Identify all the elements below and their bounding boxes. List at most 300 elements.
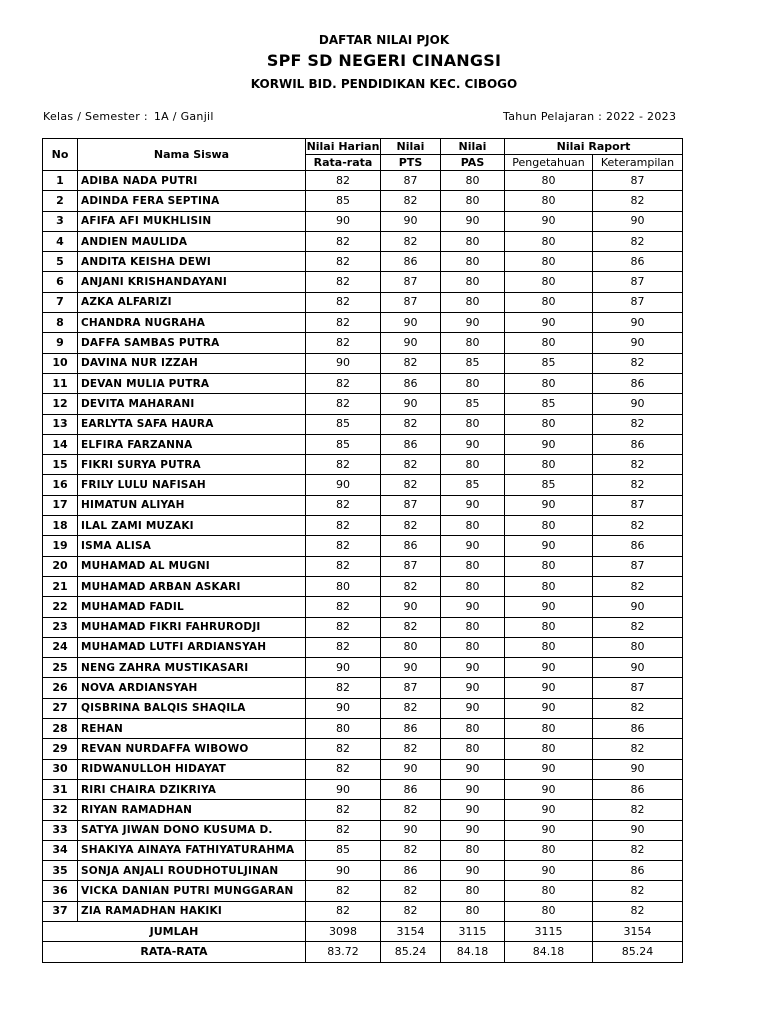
student-keterampilan: 80: [593, 637, 683, 657]
average-pengetahuan: 84.18: [505, 942, 593, 962]
student-pengetahuan: 80: [505, 901, 593, 921]
student-harian: 82: [306, 252, 381, 272]
student-no: 21: [43, 576, 78, 596]
table-row: [43, 576, 683, 596]
class-semester-value: 1A / Ganjil: [153, 110, 214, 123]
table-row: [43, 333, 683, 353]
student-pengetahuan: 80: [505, 171, 593, 191]
student-pas: 80: [441, 881, 505, 901]
student-no: 5: [43, 252, 78, 272]
student-pts: 86: [381, 434, 441, 454]
student-harian: 82: [306, 597, 381, 617]
student-no: 2: [43, 191, 78, 211]
student-no: 12: [43, 394, 78, 414]
student-pas: 90: [441, 698, 505, 718]
student-name: NENG ZAHRA MUSTIKASARI: [78, 658, 306, 678]
student-pts: 82: [381, 881, 441, 901]
student-harian: 82: [306, 171, 381, 191]
student-no: 31: [43, 779, 78, 799]
table-row: [43, 597, 683, 617]
student-pas: 80: [441, 556, 505, 576]
student-no: 14: [43, 434, 78, 454]
student-pas: 80: [441, 637, 505, 657]
total-pts: 3154: [381, 921, 441, 941]
col-harian-header-bottom: Rata-rata: [306, 155, 381, 171]
student-pas: 85: [441, 353, 505, 373]
student-name: VICKA DANIAN PUTRI MUNGGARAN: [78, 881, 306, 901]
student-pts: 82: [381, 698, 441, 718]
student-pts: 87: [381, 171, 441, 191]
student-keterampilan: 90: [593, 211, 683, 231]
student-keterampilan: 90: [593, 759, 683, 779]
student-pts: 82: [381, 475, 441, 495]
table-row: [43, 475, 683, 495]
student-pts: 87: [381, 495, 441, 515]
student-no: 8: [43, 313, 78, 333]
student-keterampilan: 86: [593, 719, 683, 739]
total-pengetahuan: 3115: [505, 921, 593, 941]
student-keterampilan: 82: [593, 353, 683, 373]
student-pts: 80: [381, 637, 441, 657]
student-name: MUHAMAD ARBAN ASKARI: [78, 576, 306, 596]
student-keterampilan: 82: [593, 739, 683, 759]
student-harian: 82: [306, 637, 381, 657]
student-keterampilan: 82: [593, 414, 683, 434]
student-name: RIYAN RAMADHAN: [78, 800, 306, 820]
student-keterampilan: 82: [593, 840, 683, 860]
student-keterampilan: 82: [593, 576, 683, 596]
student-no: 13: [43, 414, 78, 434]
col-pas-header-bottom: PAS: [441, 155, 505, 171]
student-name: ADINDA FERA SEPTINA: [78, 191, 306, 211]
table-row: [43, 171, 683, 191]
student-keterampilan: 87: [593, 556, 683, 576]
col-pts-header-top: Nilai: [381, 139, 441, 155]
academic-year-label: Tahun Pelajaran :: [503, 110, 603, 123]
table-row: [43, 759, 683, 779]
student-no: 34: [43, 840, 78, 860]
student-pts: 90: [381, 820, 441, 840]
student-name: NOVA ARDIANSYAH: [78, 678, 306, 698]
student-name: ANDITA KEISHA DEWI: [78, 252, 306, 272]
student-pas: 80: [441, 840, 505, 860]
student-pengetahuan: 85: [505, 475, 593, 495]
student-pengetahuan: 80: [505, 373, 593, 393]
student-harian: 82: [306, 678, 381, 698]
student-pas: 90: [441, 800, 505, 820]
student-no: 29: [43, 739, 78, 759]
student-pengetahuan: 80: [505, 455, 593, 475]
table-row: [43, 637, 683, 657]
col-pas-header-top: Nilai: [441, 139, 505, 155]
student-keterampilan: 82: [593, 698, 683, 718]
table-row: [43, 455, 683, 475]
student-harian: 80: [306, 719, 381, 739]
student-pengetahuan: 90: [505, 800, 593, 820]
student-pts: 87: [381, 556, 441, 576]
student-no: 35: [43, 861, 78, 881]
student-keterampilan: 86: [593, 861, 683, 881]
student-pas: 80: [441, 292, 505, 312]
student-no: 6: [43, 272, 78, 292]
student-pas: 90: [441, 211, 505, 231]
student-pas: 80: [441, 901, 505, 921]
student-pts: 82: [381, 455, 441, 475]
student-no: 37: [43, 901, 78, 921]
student-pas: 85: [441, 475, 505, 495]
student-pengetahuan: 80: [505, 739, 593, 759]
student-keterampilan: 86: [593, 779, 683, 799]
student-pas: 80: [441, 719, 505, 739]
student-keterampilan: 87: [593, 292, 683, 312]
student-name: SHAKIYA AINAYA FATHIYATURAHMA: [78, 840, 306, 860]
student-no: 22: [43, 597, 78, 617]
student-pts: 90: [381, 313, 441, 333]
student-harian: 85: [306, 840, 381, 860]
student-pts: 82: [381, 191, 441, 211]
student-harian: 85: [306, 434, 381, 454]
table-row: [43, 211, 683, 231]
student-pts: 86: [381, 252, 441, 272]
table-row: [43, 901, 683, 921]
student-pengetahuan: 80: [505, 231, 593, 251]
student-pengetahuan: 80: [505, 252, 593, 272]
student-harian: 82: [306, 373, 381, 393]
total-pas: 3115: [441, 921, 505, 941]
student-pengetahuan: 90: [505, 861, 593, 881]
student-no: 20: [43, 556, 78, 576]
student-no: 9: [43, 333, 78, 353]
student-name: DEVAN MULIA PUTRA: [78, 373, 306, 393]
average-pts: 85.24: [381, 942, 441, 962]
student-keterampilan: 87: [593, 171, 683, 191]
student-pas: 80: [441, 455, 505, 475]
class-semester-line: [43, 110, 214, 123]
student-pas: 80: [441, 739, 505, 759]
student-name: DAVINA NUR IZZAH: [78, 353, 306, 373]
student-no: 3: [43, 211, 78, 231]
student-pas: 90: [441, 678, 505, 698]
school-name: SPF SD NEGERI CINANGSI: [266, 51, 502, 70]
student-keterampilan: 90: [593, 313, 683, 333]
student-name: AZKA ALFARIZI: [78, 292, 306, 312]
student-keterampilan: 82: [593, 231, 683, 251]
student-pts: 82: [381, 414, 441, 434]
average-harian: 83.72: [306, 942, 381, 962]
student-keterampilan: 86: [593, 252, 683, 272]
total-row: [43, 921, 683, 941]
col-harian-header-top: Nilai Harian: [306, 139, 380, 153]
table-row: [43, 272, 683, 292]
student-pts: 82: [381, 576, 441, 596]
student-pengetahuan: 90: [505, 820, 593, 840]
table-row: [43, 861, 683, 881]
student-pas: 90: [441, 820, 505, 840]
table-row: [43, 373, 683, 393]
student-no: 32: [43, 800, 78, 820]
student-pts: 90: [381, 597, 441, 617]
table-row: [43, 779, 683, 799]
student-harian: 82: [306, 617, 381, 637]
student-name: DEVITA MAHARANI: [78, 394, 306, 414]
student-pengetahuan: 85: [505, 353, 593, 373]
average-pas: 84.18: [441, 942, 505, 962]
student-harian: 82: [306, 820, 381, 840]
student-no: 28: [43, 719, 78, 739]
student-pas: 90: [441, 759, 505, 779]
student-pengetahuan: 90: [505, 759, 593, 779]
student-pts: 82: [381, 231, 441, 251]
student-name: FRILY LULU NAFISAH: [78, 475, 306, 495]
student-harian: 82: [306, 536, 381, 556]
student-keterampilan: 87: [593, 272, 683, 292]
student-pengetahuan: 80: [505, 556, 593, 576]
student-keterampilan: 82: [593, 516, 683, 536]
header-row-top: [43, 139, 683, 155]
table-row: [43, 191, 683, 211]
student-pas: 80: [441, 516, 505, 536]
student-pas: 80: [441, 617, 505, 637]
col-name-header: Nama Siswa: [78, 139, 306, 171]
student-pts: 82: [381, 516, 441, 536]
student-keterampilan: 82: [593, 475, 683, 495]
student-pts: 87: [381, 272, 441, 292]
student-keterampilan: 90: [593, 597, 683, 617]
student-pas: 90: [441, 861, 505, 881]
table-row: [43, 353, 683, 373]
table-row: [43, 678, 683, 698]
table-header: [43, 139, 683, 171]
student-pts: 82: [381, 840, 441, 860]
student-pts: 90: [381, 211, 441, 231]
student-harian: 82: [306, 333, 381, 353]
student-harian: 82: [306, 739, 381, 759]
student-harian: 82: [306, 313, 381, 333]
student-name: ANDIEN MAULIDA: [78, 231, 306, 251]
student-keterampilan: 82: [593, 191, 683, 211]
student-keterampilan: 87: [593, 495, 683, 515]
student-harian: 82: [306, 272, 381, 292]
student-harian: 90: [306, 861, 381, 881]
col-pengetahuan-header: Pengetahuan: [505, 155, 593, 171]
student-no: 24: [43, 637, 78, 657]
student-no: 15: [43, 455, 78, 475]
student-no: 17: [43, 495, 78, 515]
student-pengetahuan: 90: [505, 779, 593, 799]
student-pengetahuan: 80: [505, 881, 593, 901]
student-no: 25: [43, 658, 78, 678]
student-name: MUHAMAD FADIL: [78, 597, 306, 617]
student-no: 26: [43, 678, 78, 698]
table-footer: [43, 921, 683, 962]
student-no: 36: [43, 881, 78, 901]
table-row: [43, 231, 683, 251]
student-no: 33: [43, 820, 78, 840]
student-name: ILAL ZAMI MUZAKI: [78, 516, 306, 536]
table-row: [43, 556, 683, 576]
table-row: [43, 617, 683, 637]
table-row: [43, 840, 683, 860]
student-no: 1: [43, 171, 78, 191]
student-pengetahuan: 90: [505, 678, 593, 698]
student-harian: 85: [306, 414, 381, 434]
student-name: DAFFA SAMBAS PUTRA: [78, 333, 306, 353]
student-name: MUHAMAD AL MUGNI: [78, 556, 306, 576]
student-no: 30: [43, 759, 78, 779]
student-pas: 90: [441, 495, 505, 515]
student-pts: 86: [381, 373, 441, 393]
col-raport-header: Nilai Raport: [505, 139, 683, 155]
document-title: DAFTAR NILAI PJOK: [318, 33, 450, 47]
student-pengetahuan: 80: [505, 292, 593, 312]
student-pts: 86: [381, 536, 441, 556]
student-harian: 82: [306, 455, 381, 475]
student-pengetahuan: 90: [505, 313, 593, 333]
student-name: ELFIRA FARZANNA: [78, 434, 306, 454]
student-pengetahuan: 85: [505, 394, 593, 414]
student-pts: 86: [381, 779, 441, 799]
table-row: [43, 313, 683, 333]
student-keterampilan: 90: [593, 658, 683, 678]
student-harian: 82: [306, 556, 381, 576]
document-subtitle: KORWIL BID. PENDIDIKAN KEC. CIBOGO: [250, 77, 518, 91]
student-pas: 80: [441, 191, 505, 211]
student-name: MUHAMAD LUTFI ARDIANSYAH: [78, 637, 306, 657]
table-row: [43, 739, 683, 759]
table-row: [43, 394, 683, 414]
student-no: 7: [43, 292, 78, 312]
student-harian: 82: [306, 800, 381, 820]
average-keterampilan: 85.24: [593, 942, 683, 962]
student-keterampilan: 82: [593, 901, 683, 921]
student-name: REVAN NURDAFFA WIBOWO: [78, 739, 306, 759]
student-harian: 90: [306, 658, 381, 678]
student-keterampilan: 86: [593, 536, 683, 556]
student-pts: 87: [381, 292, 441, 312]
student-pas: 90: [441, 658, 505, 678]
student-no: 19: [43, 536, 78, 556]
student-pengetahuan: 80: [505, 333, 593, 353]
student-pengetahuan: 80: [505, 840, 593, 860]
table-row: [43, 414, 683, 434]
student-name: AFIFA AFI MUKHLISIN: [78, 211, 306, 231]
class-semester-label: Kelas / Semester :: [43, 110, 148, 123]
table-row: [43, 800, 683, 820]
student-pts: 82: [381, 800, 441, 820]
student-pas: 90: [441, 536, 505, 556]
student-pts: 90: [381, 658, 441, 678]
student-pengetahuan: 90: [505, 597, 593, 617]
student-keterampilan: 82: [593, 881, 683, 901]
student-name: RIDWANULLOH HIDAYAT: [78, 759, 306, 779]
student-pts: 82: [381, 353, 441, 373]
grades-table: [42, 138, 683, 963]
average-label: RATA-RATA: [43, 942, 306, 962]
student-harian: 90: [306, 475, 381, 495]
student-no: 4: [43, 231, 78, 251]
student-name: HIMATUN ALIYAH: [78, 495, 306, 515]
student-no: 18: [43, 516, 78, 536]
table-row: [43, 820, 683, 840]
student-pts: 86: [381, 861, 441, 881]
student-harian: 82: [306, 394, 381, 414]
student-name: ANJANI KRISHANDAYANI: [78, 272, 306, 292]
student-keterampilan: 87: [593, 678, 683, 698]
student-pas: 90: [441, 313, 505, 333]
student-harian: 90: [306, 353, 381, 373]
student-pts: 90: [381, 333, 441, 353]
student-pas: 90: [441, 779, 505, 799]
student-harian: 82: [306, 881, 381, 901]
student-no: 10: [43, 353, 78, 373]
student-harian: 82: [306, 759, 381, 779]
student-harian: 82: [306, 901, 381, 921]
student-pas: 80: [441, 373, 505, 393]
student-pengetahuan: 80: [505, 516, 593, 536]
student-name: SATYA JIWAN DONO KUSUMA D.: [78, 820, 306, 840]
student-rows: [43, 171, 683, 922]
student-pengetahuan: 90: [505, 211, 593, 231]
table-row: [43, 698, 683, 718]
student-name: MUHAMAD FIKRI FAHRURODJI: [78, 617, 306, 637]
academic-year-line: [503, 110, 676, 123]
table-row: [43, 434, 683, 454]
student-harian: 90: [306, 779, 381, 799]
student-pengetahuan: 90: [505, 434, 593, 454]
student-pengetahuan: 90: [505, 495, 593, 515]
col-no-header: No: [43, 139, 78, 171]
student-harian: 82: [306, 495, 381, 515]
student-no: 16: [43, 475, 78, 495]
student-pas: 80: [441, 252, 505, 272]
student-name: RIRI CHAIRA DZIKRIYA: [78, 779, 306, 799]
student-pas: 80: [441, 414, 505, 434]
table-row: [43, 292, 683, 312]
student-name: ISMA ALISA: [78, 536, 306, 556]
student-harian: 82: [306, 231, 381, 251]
student-keterampilan: 86: [593, 373, 683, 393]
student-pts: 90: [381, 394, 441, 414]
student-harian: 85: [306, 191, 381, 211]
student-pas: 80: [441, 576, 505, 596]
col-keterampilan-header: Keterampilan: [593, 155, 683, 171]
student-harian: 82: [306, 516, 381, 536]
student-pengetahuan: 80: [505, 617, 593, 637]
student-pts: 87: [381, 678, 441, 698]
student-pengetahuan: 90: [505, 536, 593, 556]
student-keterampilan: 90: [593, 394, 683, 414]
student-name: CHANDRA NUGRAHA: [78, 313, 306, 333]
student-pas: 80: [441, 333, 505, 353]
student-pts: 82: [381, 617, 441, 637]
total-label: JUMLAH: [43, 921, 306, 941]
student-name: SONJA ANJALI ROUDHOTULJINAN: [78, 861, 306, 881]
student-keterampilan: 86: [593, 434, 683, 454]
academic-year-value: 2022 - 2023: [606, 110, 677, 123]
student-keterampilan: 90: [593, 333, 683, 353]
student-harian: 82: [306, 292, 381, 312]
student-name: QISBRINA BALQIS SHAQILA: [78, 698, 306, 718]
student-pengetahuan: 80: [505, 637, 593, 657]
student-keterampilan: 82: [593, 617, 683, 637]
student-name: EARLYTA SAFA HAURA: [78, 414, 306, 434]
student-no: 27: [43, 698, 78, 718]
student-pengetahuan: 80: [505, 191, 593, 211]
table-row: [43, 516, 683, 536]
student-pts: 86: [381, 719, 441, 739]
student-pengetahuan: 80: [505, 272, 593, 292]
student-harian: 80: [306, 576, 381, 596]
